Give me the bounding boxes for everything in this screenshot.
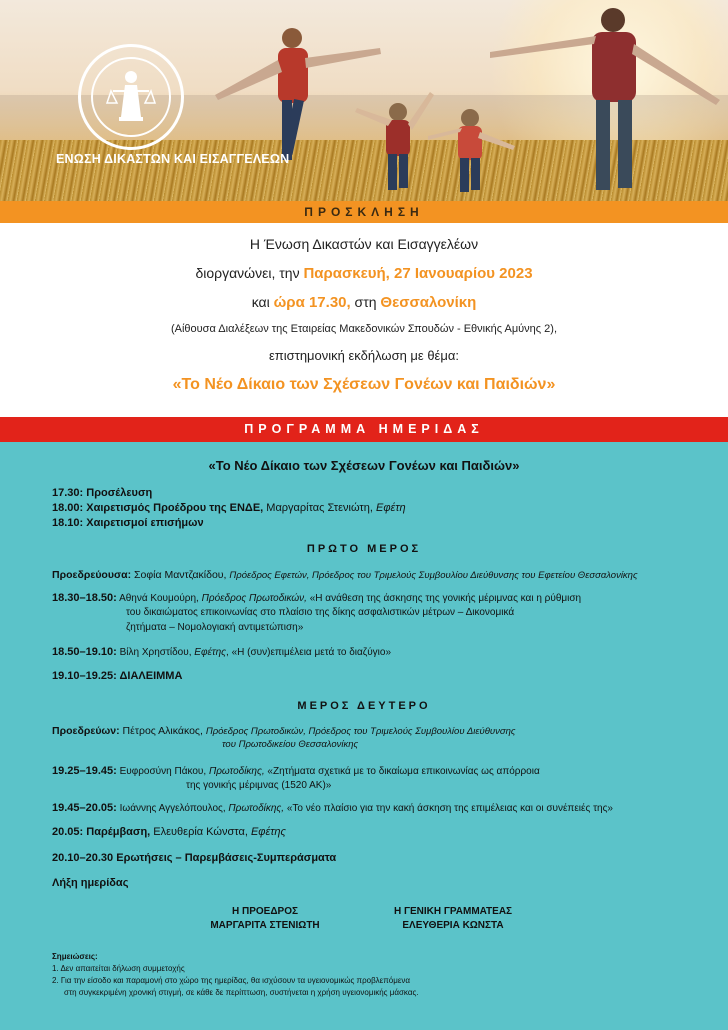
end-item: Λήξη ημερίδας — [52, 877, 129, 889]
talk-1-title-b: του δικαιώματος επικοινωνίας στο πλαίσιο της δίκης ασφαλιστικών μέτρων – Δικονομικά — [126, 607, 515, 618]
program-section — [0, 442, 728, 1030]
chair-2-role-b: του Πρωτοδικείου Θεσσαλονίκης — [222, 739, 359, 750]
notes-heading: Σημειώσεις: — [52, 952, 98, 961]
event-topic: «Το Νέο Δίκαιο των Σχέσεων Γονέων και Παιδιών» — [172, 376, 556, 393]
note-1: 1. Δεν απαιτείται δήλωση συμμετοχής — [52, 964, 185, 973]
talk-2-title: , «Η (συν)επιμέλεια μετά το διαζύγιο» — [226, 647, 392, 658]
talk-3-title-a: «Ζητήματα σχετικά με το δικαίωμα επικοινωνίας ως απόρροια — [264, 766, 540, 777]
president-name: ΜΑΡΓΑΡΙΤΑ ΣΤΕΝΙΩΤΗ — [210, 920, 320, 931]
chair-role: Πρόεδρος Εφετών, Πρόεδρος του Τριμελούς Συμβουλίου Διεύθυνσης του Εφετείου Θεσσαλονίκης — [229, 570, 638, 581]
signature-president — [190, 905, 340, 933]
president-title: Η ΠΡΟΕΔΡΟΣ — [232, 906, 298, 917]
talk-4 — [52, 802, 613, 814]
part-two-chair — [52, 725, 515, 737]
qa-item: 20.10–20.30 Ερωτήσεις – Παρεμβάσεις-Συμπεράσματα — [52, 852, 337, 864]
talk-4-time: 19.45–20.05: — [52, 802, 117, 814]
part-two-heading: ΜΕΡΟΣ ΔΕΥΤΕΡΟ — [297, 700, 431, 712]
hero-image — [0, 0, 728, 201]
part-one-chair — [52, 569, 638, 581]
intro-line-3 — [0, 294, 728, 311]
organizer-text: Η Ένωση Δικαστών και Εισαγγελέων — [249, 236, 479, 252]
event-time: ώρα 17.30, — [273, 294, 351, 311]
talk-3-speaker: Ευφροσύνη Πάκου, — [116, 766, 209, 777]
in-text: στη — [350, 294, 381, 310]
talk-1 — [52, 592, 581, 604]
talk-4-title: «Το νέο πλαίσιο για την κακή άσκηση της επιμέλειας και οι συνέπειές της» — [284, 803, 613, 814]
talk-3-role: Πρωτοδίκης, — [208, 766, 265, 777]
chair-2-name: Πέτρος Αλικάκος, — [119, 725, 206, 737]
talk-2-time: 18.50–19.10: — [52, 646, 117, 658]
talk-1-title-a: «Η ανάθεση της άσκησης της γονικής μέριμνας και η ρύθμιση — [306, 593, 582, 604]
note-2b: στη συγκεκριμένη χρονική στιγμή, σε κάθε δε περίπτωση, συστήνεται η χρήση υγειονομικής μάσκας. — [64, 988, 419, 997]
intervention-role: Εφέτης — [250, 826, 286, 838]
invitation-bar: ΠΡΟΣΚΛΗΣΗ — [0, 201, 728, 223]
and-text: και — [251, 294, 274, 310]
event-type-text: επιστημονική εκδήλωση με θέμα: — [269, 348, 459, 363]
union-logo-seal — [78, 44, 184, 150]
event-city: Θεσσαλονίκη — [380, 294, 477, 311]
chair-name: Σοφία Μαντζακίδου, — [131, 569, 230, 581]
talk-2 — [52, 646, 391, 658]
talk-3 — [52, 765, 540, 777]
secretary-title: Η ΓΕΝΙΚΗ ΓΡΑΜΜΑΤΕΑΣ — [393, 906, 513, 917]
intervention-item — [52, 826, 286, 838]
talk-3-title-b: της γονικής μέριμνας (1520 ΑΚ)» — [186, 780, 332, 791]
justice-figure-icon — [81, 47, 181, 147]
note-2a: 2. Για την είσοδο και παραμονή στο χώρο της ημερίδας, θα ισχύσουν τα υγειονομικώς προβλεπόμενα — [52, 976, 411, 985]
arrival-item: 17.30: Προσέλευση — [52, 487, 153, 499]
intervention-name: Ελευθερία Κώνστα, — [150, 826, 251, 838]
venue-text: (Αίθουσα Διαλέξεων της Εταιρείας Μακεδονικών Σπουδών - Εθνικής Αμύνης 2), — [170, 323, 557, 335]
program-title: «Το Νέο Δίκαιο των Σχέσεων Γονέων και Παιδιών» — [208, 458, 520, 473]
event-date: Παρασκευή, 27 Ιανουαρίου 2023 — [303, 265, 533, 282]
welcome-item — [52, 502, 406, 514]
chair-2-role-a: Πρόεδρος Πρωτοδικών, Πρόεδρος του Τριμελούς Συμβουλίου Διεύθυνσης — [205, 726, 516, 737]
secretary-name: ΕΛΕΥΘΕΡΙΑ ΚΩΝΣΤΑ — [402, 920, 504, 931]
welcome-name: Μαργαρίτας Στενιώτη, — [263, 502, 376, 514]
talk-1-speaker: Αθηνά Κουμούρη, — [116, 593, 202, 604]
part-one-heading: ΠΡΩΤΟ ΜΕΡΟΣ — [306, 543, 422, 555]
talk-4-role: Πρωτοδίκης, — [228, 803, 285, 814]
signature-secretary — [378, 905, 528, 933]
talk-1-time: 18.30–18.50: — [52, 592, 117, 604]
intro-line-2 — [0, 265, 728, 282]
break-item: 19.10–19.25: ΔΙΑΛΕΙΜΜΑ — [52, 670, 183, 682]
talk-1-role: Πρόεδρος Πρωτοδικών, — [201, 593, 307, 604]
talk-1-title-c: ζητήματα – Νομολογιακή αντιμετώπιση» — [126, 622, 304, 633]
talk-2-role: Εφέτης — [194, 647, 227, 658]
organizes-text: διοργανώνει, την — [195, 265, 304, 281]
intervention-label: 20.05: Παρέμβαση, — [52, 826, 151, 838]
talk-3-time: 19.25–19.45: — [52, 765, 117, 777]
welcome-label: 18.00: Χαιρετισμός Προέδρου της ΕΝΔΕ, — [52, 502, 264, 514]
program-bar: ΠΡΟΓΡΑΜΜΑ ΗΜΕΡΙΔΑΣ — [0, 417, 728, 442]
chair-2-label: Προεδρεύων: — [52, 725, 120, 737]
intro-line-1 — [0, 236, 728, 252]
chair-label: Προεδρεύουσα: — [52, 569, 132, 581]
talk-2-speaker: Βίλη Χρηστίδου, — [116, 647, 195, 658]
logo-caption: ΕΝΩΣΗ ΔΙΚΑΣΤΩΝ ΚΑΙ ΕΙΣΑΓΓΕΛΕΩΝ — [56, 152, 290, 166]
officials-item: 18.10: Χαιρετισμοί επισήμων — [52, 517, 204, 529]
welcome-role: Εφέτη — [376, 502, 406, 514]
talk-4-speaker: Ιωάννης Αγγελόπουλος, — [116, 803, 229, 814]
